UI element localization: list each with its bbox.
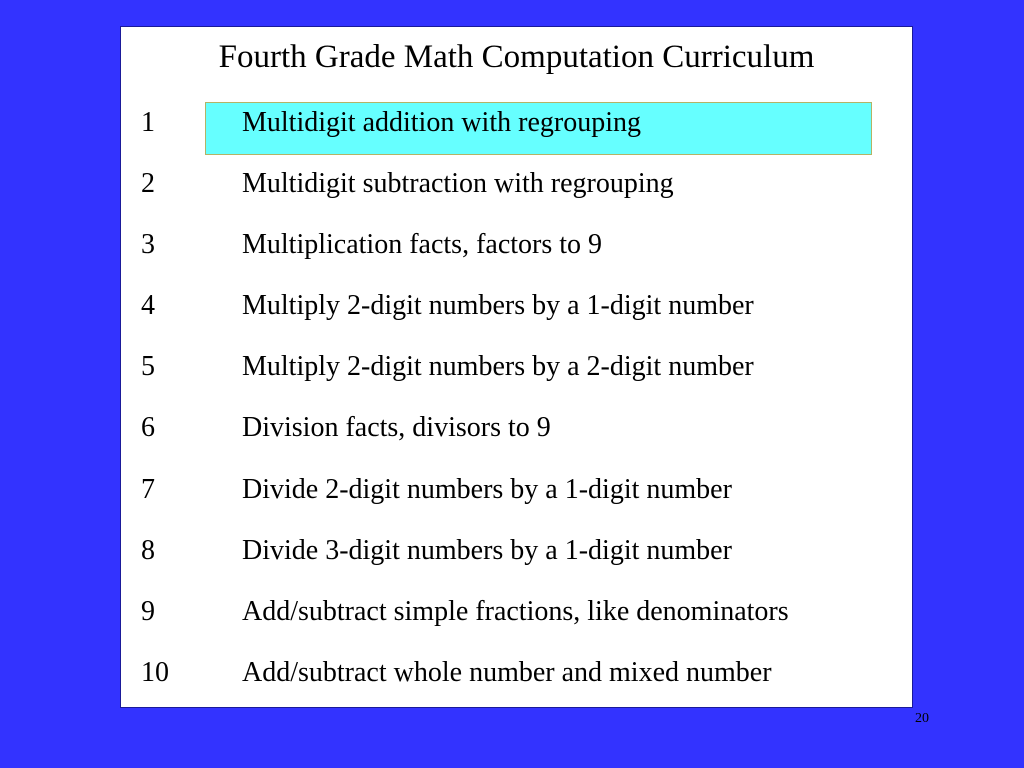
slide-content-panel: [120, 26, 913, 708]
item-number: 3: [141, 229, 155, 260]
list-item: [121, 225, 912, 265]
item-number: 1: [141, 107, 155, 138]
list-item: [121, 408, 912, 448]
list-item: [121, 531, 912, 571]
item-number: 10: [141, 657, 169, 688]
item-text: Division facts, divisors to 9: [242, 412, 551, 443]
item-text: Multiplication facts, factors to 9: [242, 229, 603, 260]
list-item: [121, 592, 912, 632]
list-item: [121, 164, 912, 204]
item-text: Divide 2-digit numbers by a 1-digit number: [242, 474, 732, 505]
slide-title: Fourth Grade Math Computation Curriculum: [218, 39, 815, 75]
list-item: [121, 347, 912, 387]
item-number: 5: [141, 351, 155, 382]
item-number: 7: [141, 474, 155, 505]
item-number: 2: [141, 168, 155, 199]
item-number: 4: [141, 290, 155, 321]
item-text: Multiply 2-digit numbers by a 1-digit number: [242, 290, 754, 321]
list-item: [121, 103, 912, 143]
item-text: Multiply 2-digit numbers by a 2-digit number: [242, 351, 754, 382]
slide-number: 20: [915, 711, 929, 726]
item-text: Add/subtract whole number and mixed number: [242, 657, 772, 688]
item-text: Multidigit addition with regrouping: [242, 107, 641, 138]
item-number: 8: [141, 535, 155, 566]
list-item: [121, 470, 912, 510]
item-number: 9: [141, 596, 155, 627]
list-item: [121, 653, 912, 693]
item-text: Divide 3-digit numbers by a 1-digit number: [242, 535, 732, 566]
curriculum-list: [121, 27, 912, 707]
item-text: Add/subtract simple fractions, like denominators: [242, 596, 789, 627]
item-text: Multidigit subtraction with regrouping: [242, 168, 674, 199]
list-item: [121, 286, 912, 326]
item-number: 6: [141, 412, 155, 443]
